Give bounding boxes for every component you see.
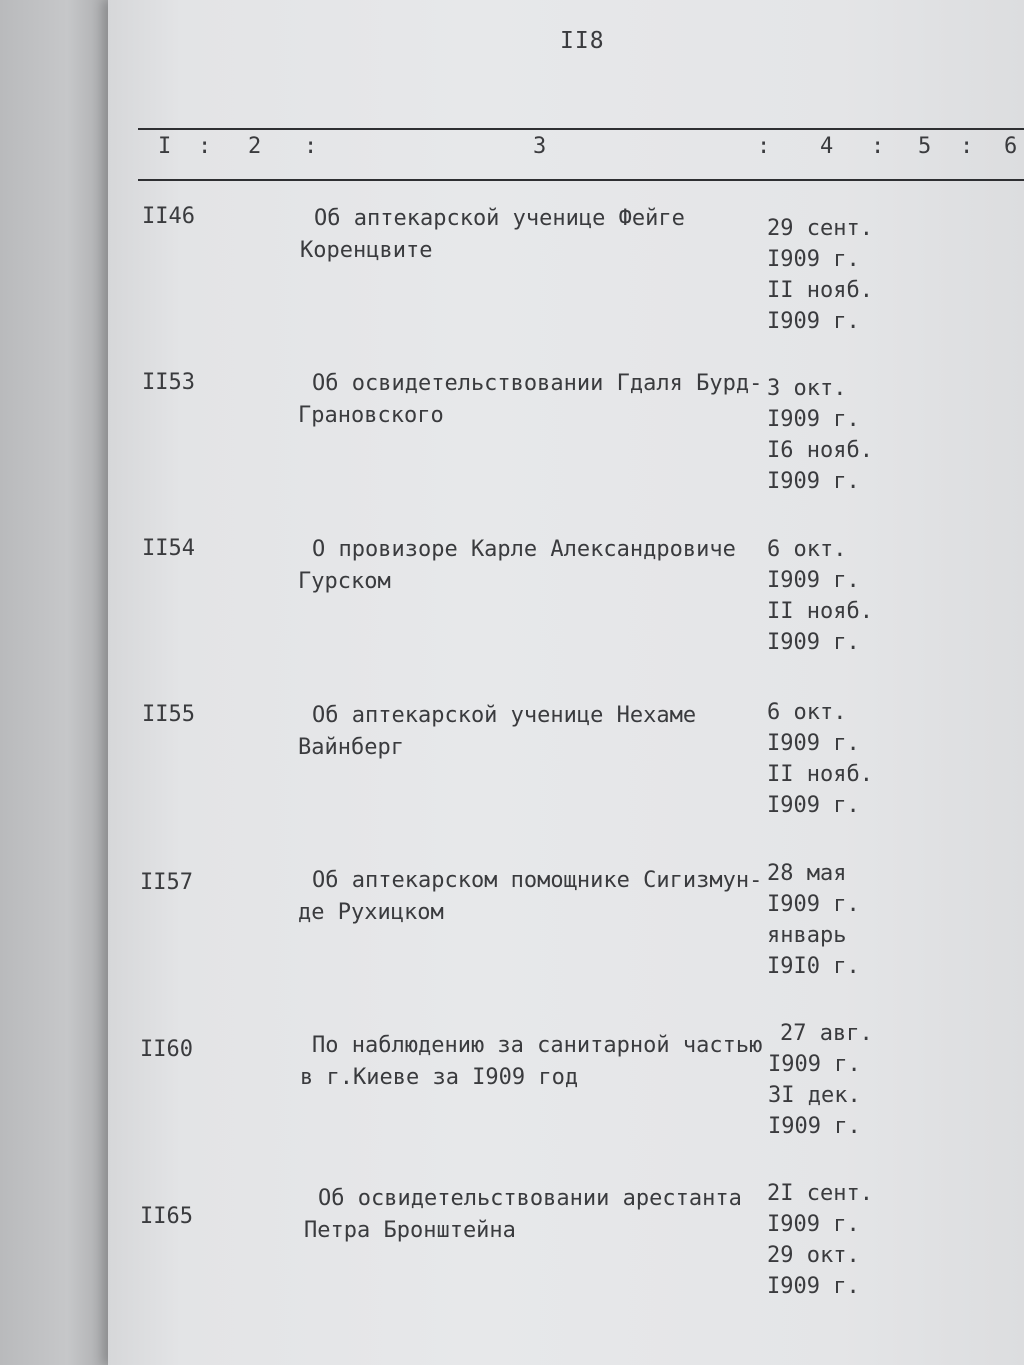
- description-line: Петра Бронштейна: [304, 1218, 516, 1243]
- date-line: II нояб.: [767, 278, 873, 303]
- entry-number: II55: [142, 702, 195, 727]
- description-line: Об аптекарском помощнике Сигизмун-: [312, 868, 763, 893]
- description-line: Об аптекарской ученице Нехаме: [312, 703, 697, 728]
- date-line: I9I0 г.: [767, 954, 860, 979]
- entry-dates: [767, 1178, 873, 1302]
- description-line: Об освидетельствовании Гдаля Бурд-: [312, 371, 763, 396]
- date-line: 6 окт.: [767, 700, 847, 725]
- entry-dates: [767, 534, 873, 658]
- column-header-separator: :: [960, 134, 974, 159]
- column-header-1: I: [158, 134, 172, 159]
- column-header-separator: :: [198, 134, 212, 159]
- entry-description: [298, 534, 736, 598]
- description-line: О провизоре Карле Александровиче: [312, 537, 736, 562]
- date-line: I909 г.: [767, 568, 860, 593]
- entry-description: [300, 1030, 762, 1094]
- header-rule-bottom: [138, 179, 1024, 181]
- entry-description: [298, 865, 762, 929]
- date-line: I909 г.: [767, 731, 860, 756]
- date-line: I909 г.: [767, 469, 860, 494]
- description-line: По наблюдению за санитарной частью: [312, 1033, 763, 1058]
- back-page-edge: [0, 0, 112, 1365]
- date-line: 29 окт.: [767, 1243, 860, 1268]
- header-rule-top: [138, 128, 1024, 130]
- entry-dates: [767, 373, 873, 497]
- date-line: I909 г.: [768, 1052, 861, 1077]
- date-line: 3 окт.: [767, 376, 847, 401]
- date-line: I909 г.: [767, 247, 860, 272]
- date-line: январь: [767, 923, 847, 948]
- entry-description: [298, 700, 696, 764]
- description-line: де Рухицком: [298, 900, 444, 925]
- entry-dates: [768, 1018, 873, 1142]
- date-line: I6 нояб.: [767, 438, 873, 463]
- date-line: I909 г.: [768, 1114, 861, 1139]
- entry-dates: [767, 213, 873, 337]
- page-number: II8: [560, 28, 605, 54]
- column-header-separator: :: [757, 134, 771, 159]
- date-line: 2I сент.: [767, 1181, 873, 1206]
- column-header: [0, 134, 1024, 174]
- description-line: Гурском: [298, 569, 391, 594]
- date-line: I909 г.: [767, 630, 860, 655]
- description-line: Об аптекарской ученице Фейге: [314, 206, 685, 231]
- date-line: I909 г.: [767, 407, 860, 432]
- column-header-separator: :: [304, 134, 318, 159]
- date-line: I909 г.: [767, 1212, 860, 1237]
- entry-dates: [767, 858, 860, 982]
- date-line: I909 г.: [767, 892, 860, 917]
- date-line: II нояб.: [767, 762, 873, 787]
- date-line: 6 окт.: [767, 537, 847, 562]
- column-header-6: 6: [1004, 134, 1018, 159]
- description-line: Вайнберг: [298, 735, 404, 760]
- description-line: Коренцвите: [300, 238, 433, 263]
- entry-description: [298, 368, 762, 432]
- column-header-5: 5: [918, 134, 932, 159]
- column-header-separator: :: [871, 134, 885, 159]
- date-line: II нояб.: [767, 599, 873, 624]
- date-line: I909 г.: [767, 309, 860, 334]
- description-line: в г.Киеве за I909 год: [300, 1065, 579, 1090]
- date-line: I909 г.: [767, 1274, 860, 1299]
- column-header-4: 4: [820, 134, 834, 159]
- entry-number: II57: [140, 870, 193, 895]
- date-line: 29 сент.: [767, 216, 873, 241]
- entry-number: II54: [142, 536, 195, 561]
- entry-number: II60: [140, 1037, 193, 1062]
- column-header-3: 3: [533, 134, 547, 159]
- description-line: Грановского: [298, 403, 444, 428]
- entry-number: II65: [140, 1204, 193, 1229]
- entry-description: [304, 1183, 742, 1247]
- date-line: 27 авг.: [780, 1021, 873, 1046]
- entry-number: II53: [142, 370, 195, 395]
- entry-description: [300, 203, 685, 267]
- date-line: I909 г.: [767, 793, 860, 818]
- entry-dates: [767, 697, 873, 821]
- column-header-2: 2: [248, 134, 262, 159]
- date-line: 3I дек.: [768, 1083, 861, 1108]
- entry-number: II46: [142, 204, 195, 229]
- date-line: 28 мая: [767, 861, 847, 886]
- description-line: Об освидетельствовании арестанта: [318, 1186, 742, 1211]
